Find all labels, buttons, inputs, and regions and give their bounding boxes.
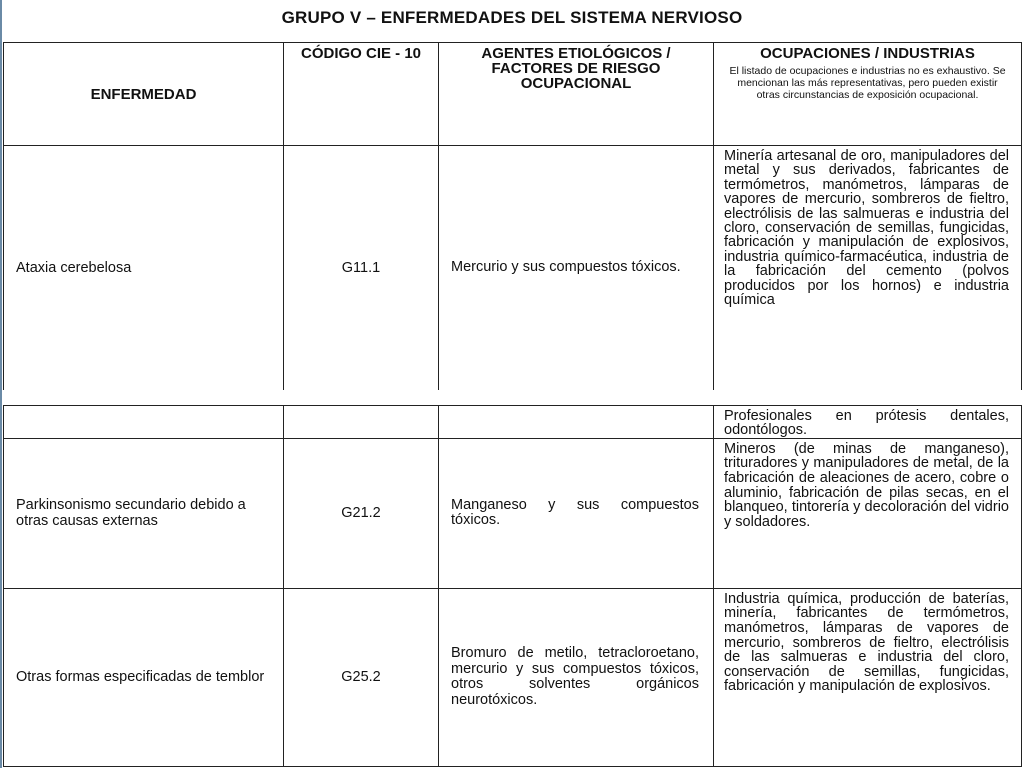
disease-cell: Parkinsonismo secundario debido a otras causas externas — [4, 438, 284, 588]
header-agents: AGENTES ETIOLÓGICOS / FACTORES DE RIESGO OCUPACIONAL — [439, 43, 714, 146]
header-occupations-note: El listado de ocupaciones e industrias no es exhaustivo. Se mencionan las más representativas, pero pueden existir otras circunstancias de exposición ocupacional. — [729, 65, 1006, 101]
table-row — [4, 438, 1022, 588]
disease-cell: Ataxia cerebelosa — [4, 146, 284, 390]
disease-table-upper — [3, 42, 1022, 390]
table-row — [4, 588, 1022, 766]
agents-cell-empty — [439, 406, 714, 439]
header-code: CÓDIGO CIE - 10 — [284, 43, 439, 146]
agents-cell: Manganeso y sus compuestos tóxicos. — [439, 438, 714, 588]
table-row-continuation — [4, 406, 1022, 439]
disease-cell-empty — [4, 406, 284, 439]
code-cell-empty — [284, 406, 439, 439]
page-left-rule — [0, 0, 2, 768]
code-cell: G25.2 — [284, 588, 439, 766]
agents-cell: Mercurio y sus compuestos tóxicos. — [439, 146, 714, 390]
code-cell: G21.2 — [284, 438, 439, 588]
header-row — [4, 43, 1022, 146]
header-disease: ENFERMEDAD — [4, 43, 284, 146]
disease-cell: Otras formas especificadas de temblor — [4, 588, 284, 766]
occupations-cell: Industria química, producción de baterías, minería, fabricantes de termómetros, manómetros, lámparas de vapores de mercurio, sombreros de fieltro, electrólisis de las salmueras e industria del cloro, conservación de semillas, fungicidas, fabricación y manipulación de explosivos. — [714, 588, 1022, 766]
page-title: GRUPO V – ENFERMEDADES DEL SISTEMA NERVIOSO — [281, 8, 743, 27]
code-cell: G11.1 — [284, 146, 439, 390]
occupations-cell: Profesionales en prótesis dentales, odontólogos. — [714, 406, 1022, 439]
header-occupations — [714, 43, 1022, 146]
header-occupations-label: OCUPACIONES / INDUSTRIAS — [760, 45, 975, 62]
occupations-cell: Minería artesanal de oro, manipuladores del metal y sus derivados, fabricantes de termómetros, manómetros, lámparas de vapores de mercurio, sombreros de fieltro, electrólisis de las salmueras e industria del cloro, conservación de semillas, fungicidas, fabricación y manipulación de explosivos, industria químico-farmacéutica, industria de la fabricación del cemento (polvos producidos por los hornos) e industria química — [714, 146, 1022, 390]
disease-table-lower — [3, 405, 1022, 767]
table-row — [4, 146, 1022, 390]
occupations-cell: Mineros (de minas de manganeso), trituradores y manipuladores de metal, de la fabricación de aleaciones de acero, cobre o aluminio, fabricación de pilas secas, en el blanqueo, tintorería y decoloración del vidrio y soldadores. — [714, 438, 1022, 588]
agents-cell: Bromuro de metilo, tetracloroetano, mercurio y sus compuestos tóxicos, otros solventes orgánicos neurotóxicos. — [439, 588, 714, 766]
